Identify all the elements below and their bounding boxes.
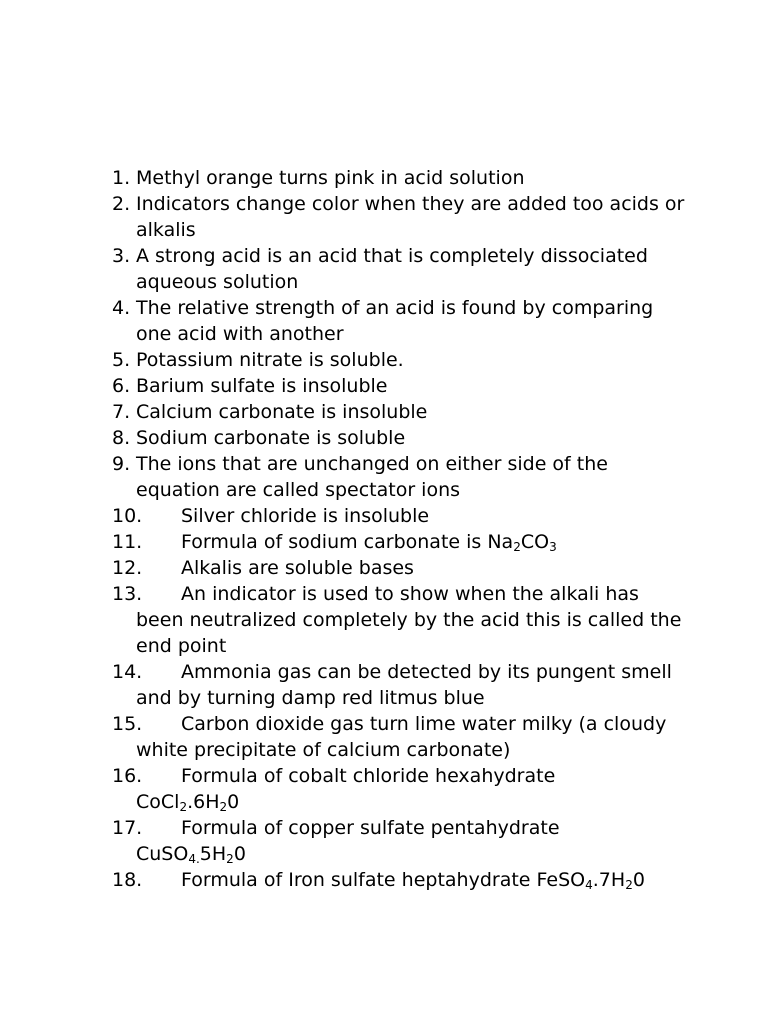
list-item xyxy=(112,503,692,529)
item-text: Silver chloride is insoluble xyxy=(181,505,430,527)
item-text: Ammonia gas can be detected by its pungent smell and by turning damp red litmus blue xyxy=(136,661,672,709)
item-number: 12. xyxy=(112,557,143,579)
item-text: Calcium carbonate is insoluble xyxy=(136,401,428,423)
list-item xyxy=(112,165,692,191)
formula-part: CO xyxy=(520,531,550,553)
item-number: 7. xyxy=(112,401,131,423)
item-number: 5. xyxy=(112,349,131,371)
formula-part: .7H xyxy=(592,869,626,891)
item-number: 3. xyxy=(112,245,131,267)
item-number: 9. xyxy=(112,453,131,475)
list-item xyxy=(112,425,692,451)
list-item xyxy=(112,581,692,659)
item-number: 16. xyxy=(112,765,143,787)
item-number: 10. xyxy=(112,505,143,527)
list-item xyxy=(112,815,692,867)
item-text: Methyl orange turns pink in acid solution xyxy=(136,167,525,189)
subscript: 2 xyxy=(625,878,633,892)
list-item xyxy=(112,763,692,815)
item-text: Indicators change color when they are added too acids or alkalis xyxy=(136,193,685,241)
subscript: 4. xyxy=(188,852,200,866)
item-text: The relative strength of an acid is found by comparing one acid with another xyxy=(136,297,654,345)
list-item xyxy=(112,243,692,295)
list-item xyxy=(112,659,692,711)
item-number: 15. xyxy=(112,713,143,735)
list-item xyxy=(112,399,692,425)
item-text: An indicator is used to show when the alkali has been neutralized completely by the acid this is called the end point xyxy=(136,583,682,657)
item-number: 13. xyxy=(112,583,143,605)
item-number: 1. xyxy=(112,167,131,189)
list-item xyxy=(112,347,692,373)
list-item xyxy=(112,711,692,763)
item-text: Formula of sodium carbonate is Na xyxy=(181,531,514,553)
list-item xyxy=(112,555,692,581)
item-number: 2. xyxy=(112,193,131,215)
item-number: 18. xyxy=(112,869,143,891)
numbered-list xyxy=(112,165,692,893)
formula-part: .6H xyxy=(187,791,220,813)
item-number: 17. xyxy=(112,817,143,839)
list-item xyxy=(112,295,692,347)
list-item xyxy=(112,529,692,555)
list-item xyxy=(112,191,692,243)
item-text: Sodium carbonate is soluble xyxy=(136,427,406,449)
item-text: Carbon dioxide gas turn lime water milky (a cloudy white precipitate of calcium carbonate) xyxy=(136,713,667,761)
subscript: 2 xyxy=(219,800,228,814)
formula-part: CuSO xyxy=(136,843,189,865)
formula-part: 5H xyxy=(199,843,227,865)
list-item xyxy=(112,867,692,893)
subscript: 2 xyxy=(179,800,188,814)
item-number: 6. xyxy=(112,375,131,397)
item-text: A strong acid is an acid that is completely dissociated aqueous solution xyxy=(136,245,648,293)
item-text: Barium sulfate is insoluble xyxy=(136,375,388,397)
item-text: Alkalis are soluble bases xyxy=(181,557,414,579)
formula-part: CoCl xyxy=(136,791,180,813)
formula-part: 0 xyxy=(227,791,240,813)
item-number: 8. xyxy=(112,427,131,449)
subscript: 4 xyxy=(585,878,593,892)
item-text: The ions that are unchanged on either side of the equation are called spectator ions xyxy=(136,453,608,501)
subscript: 3 xyxy=(549,540,557,554)
list-item xyxy=(112,373,692,399)
list-item xyxy=(112,451,692,503)
item-text: Formula of Iron sulfate heptahydrate FeSO xyxy=(181,869,586,891)
item-text: Formula of copper sulfate pentahydrate xyxy=(181,817,560,839)
item-text: Potassium nitrate is soluble. xyxy=(136,349,404,371)
item-number: 11. xyxy=(112,531,143,553)
subscript: 2 xyxy=(226,852,234,866)
item-number: 4. xyxy=(112,297,131,319)
item-number: 14. xyxy=(112,661,143,683)
item-text: Formula of cobalt chloride hexahydrate xyxy=(181,765,556,787)
subscript: 2 xyxy=(513,540,521,554)
formula-part: 0 xyxy=(632,869,645,891)
formula-part: 0 xyxy=(233,843,246,865)
